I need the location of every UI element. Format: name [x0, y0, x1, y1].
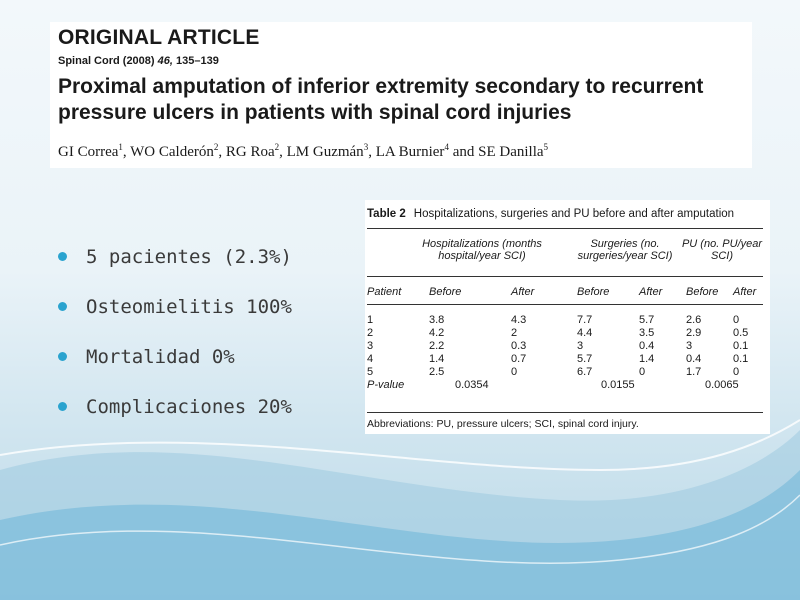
- table-cell: 0.4: [639, 340, 655, 352]
- author-name: WO Calderón: [130, 144, 214, 160]
- table-abbreviations: Abbreviations: PU, pressure ulcers; SCI, spinal cord injury.: [367, 418, 639, 430]
- table-cell: 0.1: [733, 353, 749, 365]
- table-cell: 4.4: [577, 327, 593, 339]
- table-top-rule: [367, 228, 763, 229]
- table-cell: 0.4: [686, 353, 702, 365]
- author-list: GI Correa$^1$, WO Calderón$^2$, RG Roa$^2$, LM Guzmán$^3$, LA Burnier$^4$ and SE Danilla$^5$: [58, 142, 549, 160]
- bullet-list: [58, 240, 292, 440]
- table-cell: 7.7: [577, 314, 593, 326]
- table-row-label: 2: [367, 327, 374, 339]
- journal-name: Spinal Cord (2008): [58, 55, 155, 67]
- table-cell: 1.4: [639, 353, 655, 365]
- table-pvalue: 0.0354: [455, 379, 489, 391]
- table-cell: 1.4: [429, 353, 445, 365]
- table-cell: 0: [511, 366, 518, 378]
- table-caption: [367, 208, 734, 220]
- table-cell: 4.2: [429, 327, 445, 339]
- bullet-text: 5 pacientes (2.3%): [86, 246, 292, 268]
- table-cell: 0.5: [733, 327, 749, 339]
- table-caption-text: Hospitalizations, surgeries and PU before and after amputation: [413, 208, 735, 220]
- table-header-rule: [367, 276, 763, 277]
- table-column-header: After: [639, 286, 663, 298]
- results-table: [365, 200, 770, 434]
- table-column-header: Before: [686, 286, 719, 298]
- table-cell: 2: [511, 327, 518, 339]
- table-pvalue: 0.0155: [601, 379, 635, 391]
- article-title: Proximal amputation of inferior extremity secondary to recurrent pressure ulcers in patients with spinal cord injuries: [58, 75, 704, 124]
- author-name: LA Burnier: [375, 144, 445, 160]
- table-cell: 0: [733, 366, 740, 378]
- journal-citation: [58, 55, 219, 67]
- article-header-image: [50, 22, 752, 168]
- table-cell: 2.9: [686, 327, 702, 339]
- table-cell: 2.2: [429, 340, 445, 352]
- article-type: ORIGINAL ARTICLE: [58, 26, 260, 49]
- table-column-header: After: [733, 286, 757, 298]
- journal-volume: 46,: [157, 55, 173, 67]
- bullet-dot-icon: [58, 252, 67, 261]
- table-label: Table 2: [367, 208, 406, 220]
- table-pvalue: 0.0065: [705, 379, 739, 391]
- table-group-header: Hospitalizations (months hospital/year SCI): [422, 238, 542, 262]
- bullet-dot-icon: [58, 352, 67, 361]
- table-cell: 3: [577, 340, 584, 352]
- author-name: GI Correa: [58, 144, 119, 160]
- table-cell: 0: [733, 314, 740, 326]
- bullet-text: Osteomielitis 100%: [86, 296, 292, 318]
- author-affiliation: 1: [118, 142, 123, 152]
- table-cell: 0.1: [733, 340, 749, 352]
- table-column-header: Patient: [367, 286, 402, 298]
- table-cell: 0.7: [511, 353, 527, 365]
- author-affiliation: 5: [543, 142, 549, 152]
- table-row-label: 3: [367, 340, 374, 352]
- table-group-header: PU (no. PU/year SCI): [681, 238, 763, 262]
- bullet-dot-icon: [58, 302, 67, 311]
- bullet-item: [58, 240, 292, 290]
- author-name: RG Roa: [225, 144, 275, 160]
- table-column-header: Before: [577, 286, 610, 298]
- journal-pages: 135–139: [176, 55, 219, 67]
- table-cell: 5.7: [639, 314, 655, 326]
- table-cell: 3.5: [639, 327, 655, 339]
- table-cell: 0: [639, 366, 646, 378]
- table-cell: 3: [686, 340, 693, 352]
- table-row-label: 1: [367, 314, 374, 326]
- author-affiliation: 3: [363, 142, 369, 152]
- author-affiliation: 4: [444, 142, 449, 152]
- bullet-item: [58, 390, 292, 440]
- bullet-text: Mortalidad 0%: [86, 346, 235, 368]
- table-cell: 2.6: [686, 314, 702, 326]
- table-column-header: After: [511, 286, 535, 298]
- table-column-header: Before: [429, 286, 462, 298]
- table-row-label: 5: [367, 366, 374, 378]
- bullet-text: Complicaciones 20%: [86, 396, 292, 418]
- table-columns-rule: [367, 304, 763, 305]
- table-cell: 3.8: [429, 314, 445, 326]
- table-cell: 6.7: [577, 366, 593, 378]
- table-cell: 4.3: [511, 314, 527, 326]
- table-cell: 2.5: [429, 366, 445, 378]
- author-name: SE Danilla: [478, 144, 544, 160]
- author-affiliation: 2: [274, 142, 280, 152]
- table-group-header: Surgeries (no. surgeries/year SCI): [577, 238, 673, 262]
- table-cell: 5.7: [577, 353, 593, 365]
- bullet-item: [58, 290, 292, 340]
- bullet-dot-icon: [58, 402, 67, 411]
- author-affiliation: 2: [213, 142, 219, 152]
- table-row-label: 4: [367, 353, 374, 365]
- table-cell: 1.7: [686, 366, 702, 378]
- table-pvalue-label: P-value: [367, 379, 405, 391]
- author-name: LM Guzmán: [286, 144, 364, 160]
- table-bottom-rule: [367, 412, 763, 413]
- table-cell: 0.3: [511, 340, 527, 352]
- bullet-item: [58, 340, 292, 390]
